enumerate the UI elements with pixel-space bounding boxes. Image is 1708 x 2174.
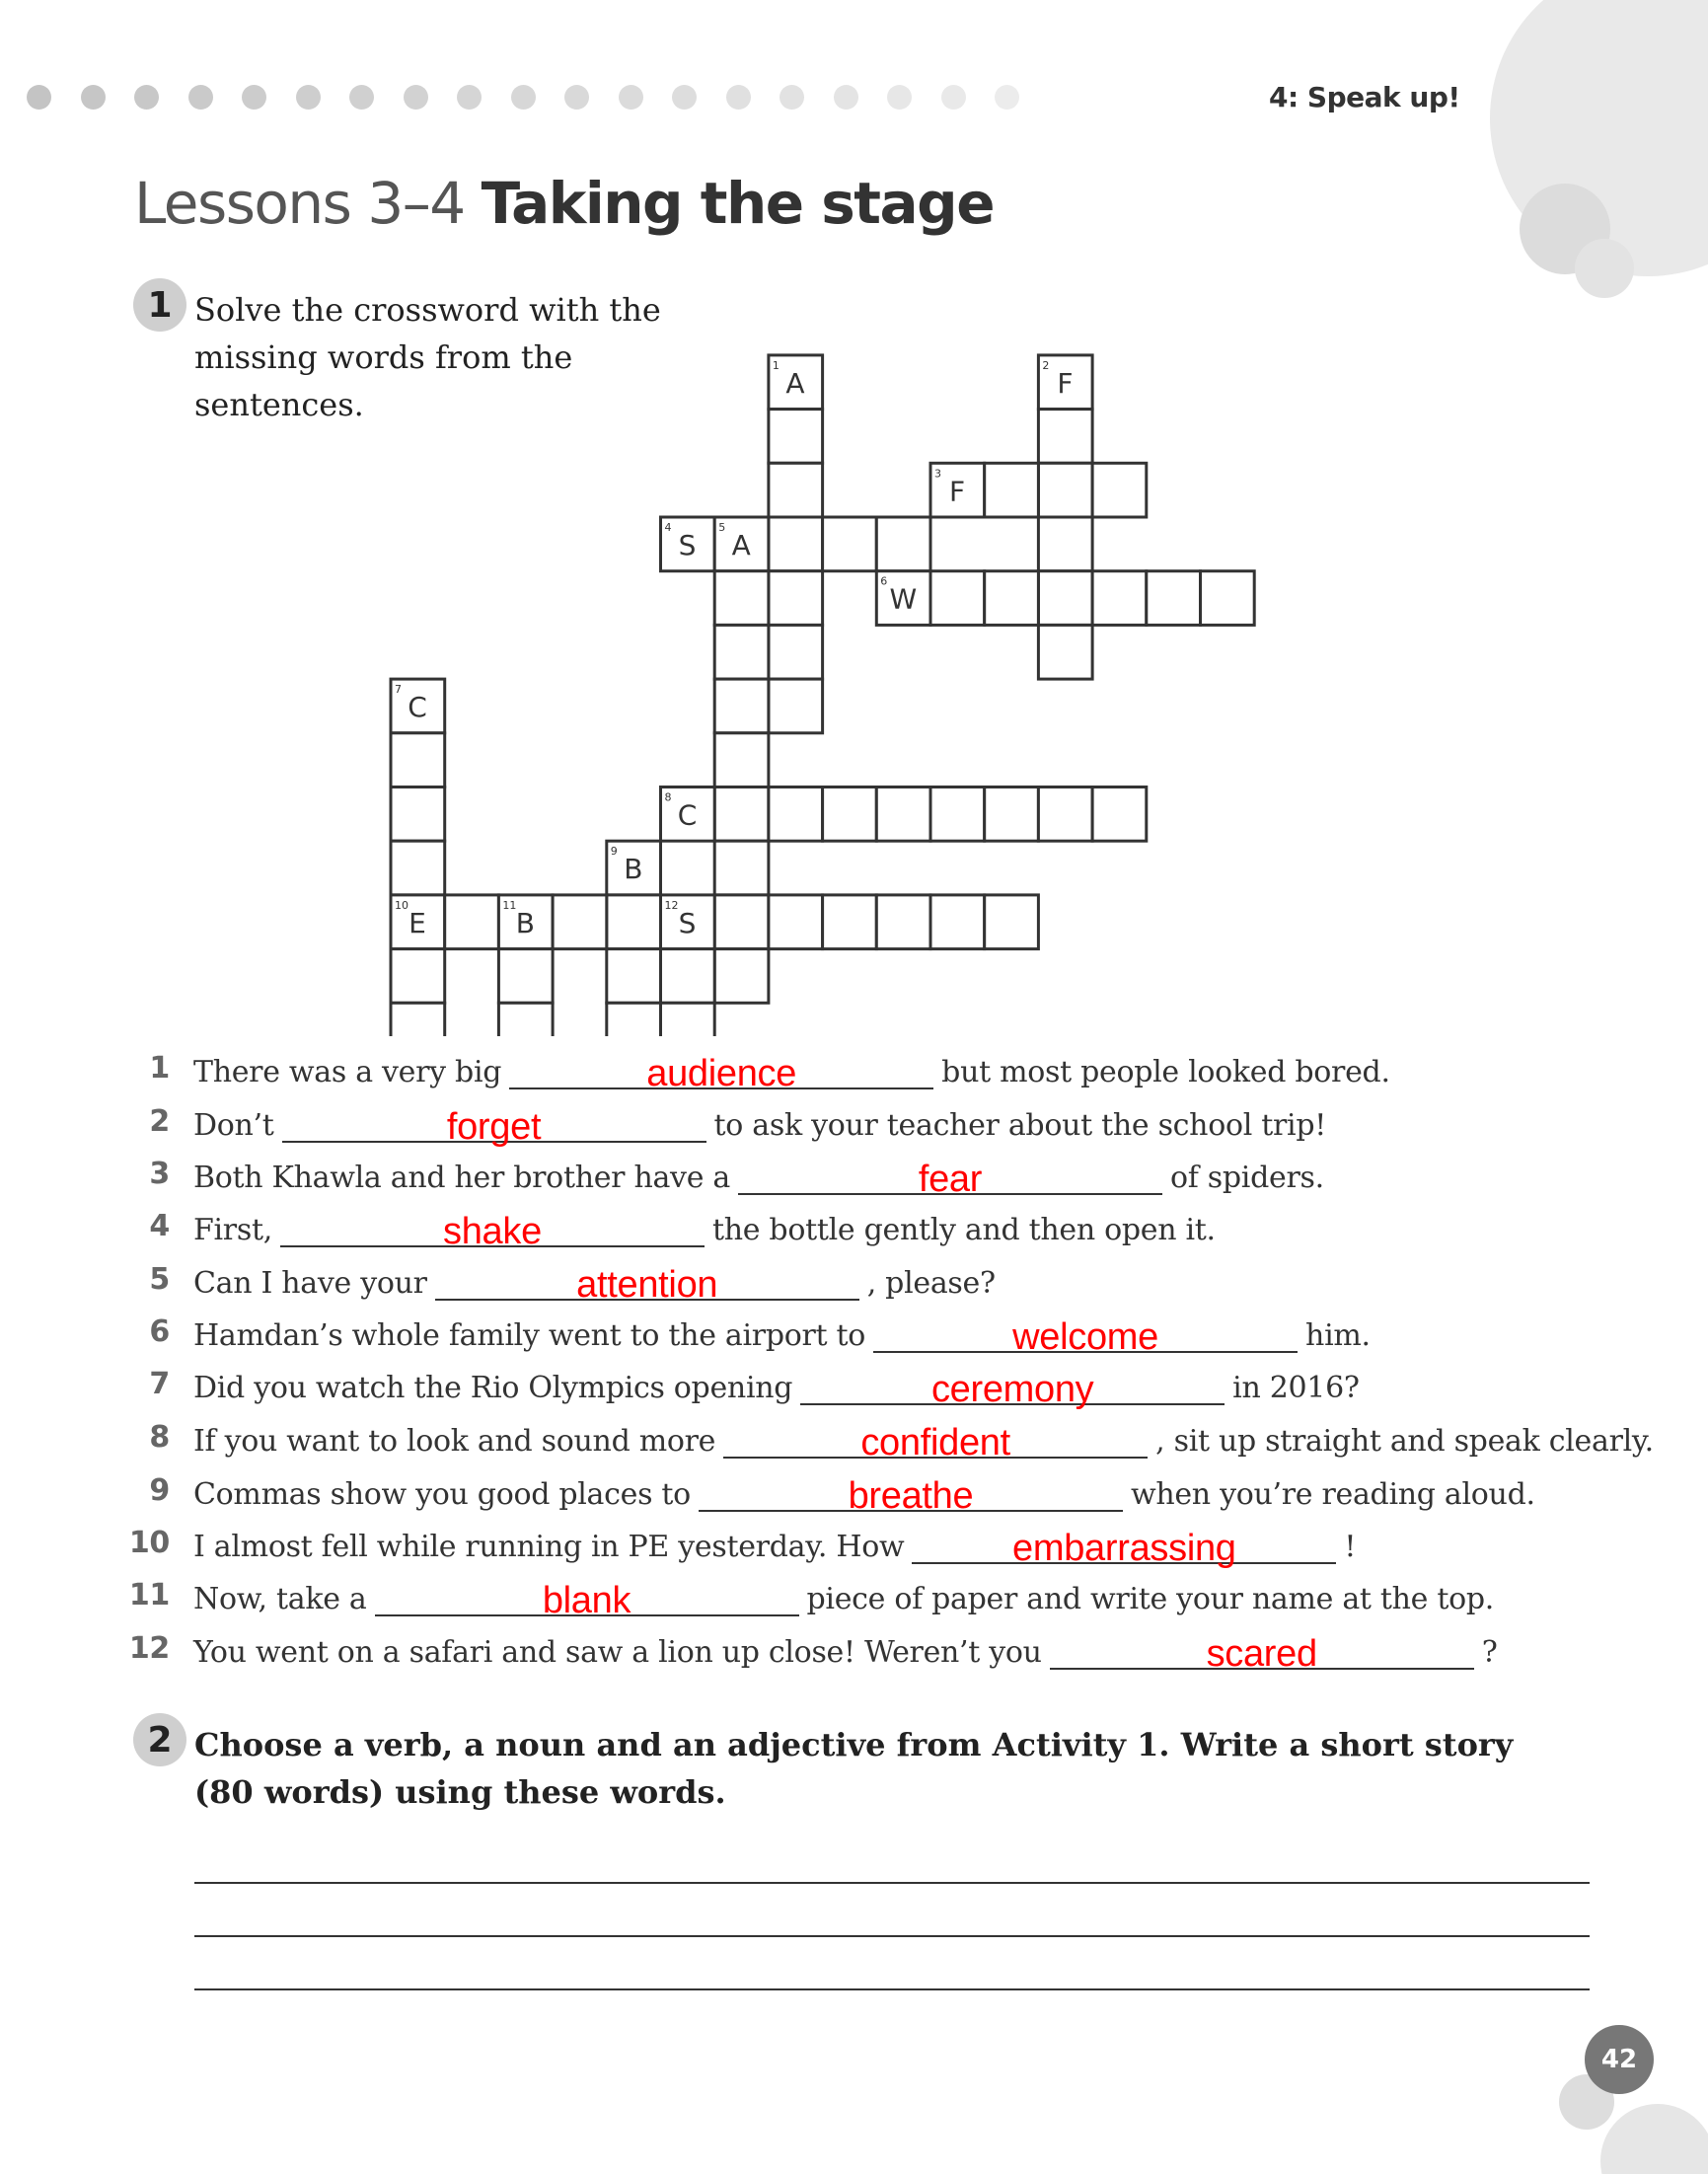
sentence-text (193, 1515, 1357, 1569)
crossword-cell[interactable] (607, 1003, 661, 1036)
crossword-cell-box (714, 949, 769, 1004)
crossword-clue-letter: F (1057, 366, 1074, 400)
sentence-before: If you want to look and sound more (193, 1424, 716, 1459)
sentence-after: ! (1344, 1530, 1357, 1564)
writing-line[interactable] (194, 1988, 1590, 1990)
crossword-cell[interactable] (498, 949, 553, 1004)
crossword-cell[interactable] (769, 787, 823, 842)
crossword-cell[interactable] (769, 355, 823, 410)
sentence-after: in 2016? (1232, 1371, 1360, 1405)
crossword-cell-box (1092, 787, 1147, 842)
sentence-text (193, 1251, 996, 1306)
answer-text: fear (918, 1159, 983, 1200)
crossword-cell-box (714, 679, 769, 733)
crossword-cell[interactable] (714, 625, 769, 679)
crossword-cell-box (769, 895, 823, 949)
crossword-cell-box (714, 787, 769, 842)
crossword-cell[interactable] (876, 787, 930, 842)
crossword-cell[interactable] (985, 787, 1039, 842)
crossword-clue-letter: W (889, 582, 918, 616)
sentence-text (193, 1198, 1216, 1252)
title-topic: Taking the stage (481, 170, 995, 237)
sentence-text (193, 1040, 1390, 1094)
crossword-cell[interactable] (1092, 463, 1147, 517)
crossword-cell[interactable] (930, 787, 985, 842)
sentence-after: to ask your teacher about the school trip! (713, 1108, 1326, 1143)
sentence-after: ? (1481, 1635, 1498, 1670)
crossword-grid (0, 0, 1708, 1036)
sentence-number: 8 (149, 1420, 170, 1455)
crossword-cell-box (769, 625, 823, 679)
crossword-cell[interactable] (930, 895, 985, 949)
answer-blank[interactable] (375, 1567, 799, 1621)
crossword-cell-box (391, 949, 445, 1004)
crossword-clue-letter: A (785, 366, 805, 400)
crossword-cell[interactable] (985, 571, 1039, 626)
activity-1-instruction: Solve the crossword with the missing words from the sentences. (194, 291, 661, 423)
crossword-clue-number: 6 (880, 574, 888, 588)
page-number: 42 (1585, 2025, 1654, 2094)
crossword-clue-number: 2 (1042, 358, 1050, 372)
sentence-number: 3 (149, 1157, 170, 1191)
sentence-before: Hamdan’s whole family went to the airport to (193, 1318, 866, 1353)
crossword-cell[interactable] (391, 679, 445, 733)
sentence-after: piece of paper and write your name at the top. (806, 1582, 1495, 1616)
sentence-number: 2 (149, 1104, 170, 1139)
crossword-cell[interactable] (714, 949, 769, 1004)
answer-blank[interactable] (509, 1040, 933, 1094)
sentence-text (193, 1304, 1371, 1358)
crossword-cell-box (985, 463, 1039, 517)
crossword-clue-letter: B (515, 906, 536, 939)
crossword-cell-box (876, 517, 930, 571)
sentence-number: 11 (128, 1578, 170, 1612)
crossword-clue-number: 4 (664, 521, 672, 534)
crossword-cell[interactable] (1038, 571, 1092, 626)
sentence-number: 9 (149, 1473, 170, 1508)
crossword-cell[interactable] (1038, 625, 1092, 679)
sentence-after: when you’re reading aloud. (1130, 1477, 1535, 1512)
crossword-cell-box (769, 571, 823, 626)
crossword-cell-box (1038, 571, 1092, 626)
answer-text: welcome (1012, 1316, 1158, 1358)
crossword-clue-number: 7 (395, 683, 402, 697)
crossword-cell-box (876, 787, 930, 842)
crossword-cell[interactable] (1038, 463, 1092, 517)
crossword-cell-box (769, 463, 823, 517)
crossword-cell-box (391, 787, 445, 842)
answer-text: breathe (848, 1475, 974, 1517)
crossword-cell-box (823, 895, 877, 949)
crossword-cell[interactable] (714, 679, 769, 733)
crossword-clue-letter: E (408, 906, 426, 939)
crossword-cell-box (607, 1003, 661, 1036)
crossword-cell[interactable] (1038, 787, 1092, 842)
crossword-cell-box (1092, 571, 1147, 626)
crossword-cell[interactable] (714, 571, 769, 626)
answer-text: shake (443, 1211, 542, 1252)
sentence-text (193, 1620, 1498, 1675)
activity-2-instruction: Choose a verb, a noun and an adjective from Activity 1. Write a short story (80 words) using these words. (194, 1726, 1514, 1811)
crossword-clue-number: 12 (664, 898, 679, 912)
crossword-cell[interactable] (607, 841, 661, 895)
crossword-cell[interactable] (1038, 517, 1092, 571)
crossword-cell[interactable] (661, 1003, 715, 1036)
sentence-text (193, 1146, 1324, 1200)
crossword-cell[interactable] (1092, 787, 1147, 842)
crossword-cell[interactable] (391, 787, 445, 842)
crossword-cell[interactable] (769, 571, 823, 626)
crossword-cell[interactable] (985, 895, 1039, 949)
crossword-cell[interactable] (769, 463, 823, 517)
crossword-cell-box (607, 895, 661, 949)
crossword-cell-box (930, 787, 985, 842)
answer-text: attention (576, 1264, 718, 1306)
sentence-before: First, (193, 1213, 272, 1247)
crossword-cell-box (714, 733, 769, 787)
sentence-after: of spiders. (1169, 1161, 1324, 1195)
answer-blank[interactable] (280, 1198, 705, 1252)
sentence-number: 1 (149, 1051, 170, 1086)
crossword-clue-letter: F (948, 475, 966, 508)
crossword-cell[interactable] (823, 517, 877, 571)
crossword-cell[interactable] (769, 895, 823, 949)
crossword-cell-box (769, 679, 823, 733)
crossword-cell-box (1092, 463, 1147, 517)
writing-line[interactable] (194, 1935, 1590, 1937)
crossword-cell-box (769, 787, 823, 842)
crossword-cell[interactable] (930, 571, 985, 626)
crossword-cell[interactable] (607, 949, 661, 1004)
sentence-number: 5 (149, 1262, 170, 1297)
crossword-cell-box (823, 787, 877, 842)
crossword-cell[interactable] (391, 895, 445, 949)
crossword-clue-number: 5 (718, 521, 726, 534)
crossword-clue-number: 3 (934, 467, 941, 481)
crossword-cell-box (1038, 410, 1092, 464)
crossword-cell[interactable] (714, 733, 769, 787)
crossword-cell-box (930, 571, 985, 626)
sentence-number: 10 (128, 1526, 170, 1560)
crossword-cell[interactable] (823, 787, 877, 842)
crossword-cell[interactable] (769, 517, 823, 571)
unit-label: 4: Speak up! (1269, 81, 1460, 113)
sentence-after: him. (1305, 1318, 1371, 1353)
answer-text: confident (860, 1422, 1010, 1463)
crossword-cell-box (391, 841, 445, 895)
crossword-cell[interactable] (714, 895, 769, 949)
activity-1-number: 1 (133, 278, 186, 332)
crossword-cell-box (823, 517, 877, 571)
crossword-cell[interactable] (661, 787, 715, 842)
sentence-before: You went on a safari and saw a lion up close! Weren’t you (193, 1635, 1042, 1670)
crossword-clue-number: 9 (610, 845, 618, 859)
crossword-cell-box (391, 1003, 445, 1036)
sentence-after: but most people looked bored. (941, 1055, 1390, 1089)
sentence-text (193, 1462, 1535, 1517)
sentence-text (193, 1356, 1360, 1410)
crossword-cell[interactable] (930, 463, 985, 517)
crossword-cell[interactable] (1201, 571, 1255, 626)
sentence-number: 4 (149, 1209, 170, 1243)
sentence-after: the bottle gently and then open it. (711, 1213, 1216, 1247)
crossword-cell-box (714, 841, 769, 895)
sentence-after: , sit up straight and speak clearly. (1155, 1424, 1654, 1459)
answer-blank[interactable] (912, 1515, 1336, 1569)
crossword-cell[interactable] (661, 949, 715, 1004)
crossword-clue-number: 8 (664, 790, 672, 804)
crossword-cell[interactable] (553, 895, 607, 949)
answer-blank[interactable] (800, 1356, 1225, 1410)
crossword-clue-letter: S (678, 906, 697, 939)
crossword-cell[interactable] (1038, 355, 1092, 410)
crossword-cell[interactable] (876, 895, 930, 949)
sentence-before: Commas show you good places to (193, 1477, 691, 1512)
sentence-before: Now, take a (193, 1582, 367, 1616)
crossword-cell-box (1038, 517, 1092, 571)
crossword-cell[interactable] (607, 895, 661, 949)
crossword-cell-box (876, 895, 930, 949)
sentence-before: Did you watch the Rio Olympics opening (193, 1371, 793, 1405)
sentence-text (193, 1409, 1654, 1463)
crossword-cell[interactable] (769, 410, 823, 464)
sentence-text (193, 1093, 1326, 1148)
title-lessons: Lessons 3–4 (134, 170, 465, 237)
crossword-cell[interactable] (1092, 571, 1147, 626)
activity-2-number: 2 (133, 1713, 186, 1766)
crossword-clue-number: 1 (772, 358, 780, 372)
sentence-before: Both Khawla and her brother have a (193, 1161, 730, 1195)
sentence-before: I almost fell while running in PE yesterday. How (193, 1530, 905, 1564)
answer-blank[interactable] (1050, 1620, 1474, 1675)
crossword-cell[interactable] (714, 841, 769, 895)
crossword-cell[interactable] (445, 895, 499, 949)
crossword-cell[interactable] (391, 949, 445, 1004)
crossword-cell-box (1038, 625, 1092, 679)
sentence-number: 12 (128, 1631, 170, 1666)
crossword-cell[interactable] (769, 625, 823, 679)
crossword-cell[interactable] (498, 895, 553, 949)
crossword-cell-box (661, 949, 715, 1004)
answer-blank[interactable] (699, 1462, 1123, 1517)
crossword-cell-box (661, 1003, 715, 1036)
crossword-cell[interactable] (985, 463, 1039, 517)
crossword-cell-box (714, 625, 769, 679)
answer-blank[interactable] (282, 1093, 706, 1148)
crossword-cell-box (445, 895, 499, 949)
sentence-after: , please? (866, 1266, 996, 1301)
crossword-cell[interactable] (498, 1003, 553, 1036)
sentence-list (0, 1036, 1708, 1687)
answer-text: blank (542, 1580, 631, 1621)
crossword-cell-box (930, 895, 985, 949)
answer-text: scared (1206, 1633, 1317, 1675)
crossword-cell[interactable] (1147, 571, 1201, 626)
answer-text: audience (646, 1053, 797, 1094)
bubble-bottom-large (1600, 2104, 1708, 2174)
answer-blank[interactable] (873, 1304, 1298, 1358)
answer-blank[interactable] (723, 1409, 1148, 1463)
crossword-cell[interactable] (661, 517, 715, 571)
crossword-cell[interactable] (876, 517, 930, 571)
answer-blank[interactable] (435, 1251, 859, 1306)
crossword-cell[interactable] (661, 895, 715, 949)
crossword-clue-letter: A (731, 529, 751, 562)
crossword-cell-box (1038, 787, 1092, 842)
answer-blank[interactable] (738, 1146, 1162, 1200)
crossword-cell[interactable] (391, 733, 445, 787)
crossword-cell-box (769, 517, 823, 571)
crossword-cell-box (714, 571, 769, 626)
crossword-cell[interactable] (823, 895, 877, 949)
crossword-clue-letter: S (678, 529, 697, 562)
crossword-cell-box (1201, 571, 1255, 626)
crossword-cell-box (769, 410, 823, 464)
crossword-cell-box (498, 949, 553, 1004)
crossword-clue-number: 10 (395, 898, 408, 912)
crossword-clue-letter: B (624, 853, 643, 886)
sentence-before: Don’t (193, 1108, 274, 1143)
sentence-text (193, 1567, 1495, 1621)
crossword-cell[interactable] (391, 1003, 445, 1036)
crossword-clue-letter: C (677, 798, 698, 832)
crossword-cell-box (714, 895, 769, 949)
crossword-cell[interactable] (714, 787, 769, 842)
crossword-cell-box (607, 949, 661, 1004)
answer-text: embarrassing (1012, 1528, 1236, 1569)
crossword-cell-box (1038, 463, 1092, 517)
crossword-cell[interactable] (1038, 410, 1092, 464)
crossword-cell-box (391, 733, 445, 787)
crossword-cell[interactable] (769, 679, 823, 733)
crossword-clue-letter: C (408, 691, 427, 724)
crossword-cell[interactable] (714, 517, 769, 571)
crossword-cell-box (985, 787, 1039, 842)
crossword-cell-box (985, 895, 1039, 949)
sentence-before: Can I have your (193, 1266, 427, 1301)
answer-text: ceremony (930, 1369, 1094, 1410)
crossword-cell-box (1147, 571, 1201, 626)
sentence-number: 6 (149, 1314, 170, 1349)
crossword-cell-box (553, 895, 607, 949)
answer-text: forget (446, 1106, 542, 1148)
sentence-before: There was a very big (193, 1055, 502, 1089)
sentence-number: 7 (149, 1367, 170, 1401)
crossword-cell[interactable] (391, 841, 445, 895)
crossword-clue-number: 11 (502, 898, 517, 912)
crossword-cell-box (985, 571, 1039, 626)
crossword-cell-box (498, 1003, 553, 1036)
writing-line[interactable] (194, 1882, 1590, 1884)
crossword-cell[interactable] (876, 571, 930, 626)
